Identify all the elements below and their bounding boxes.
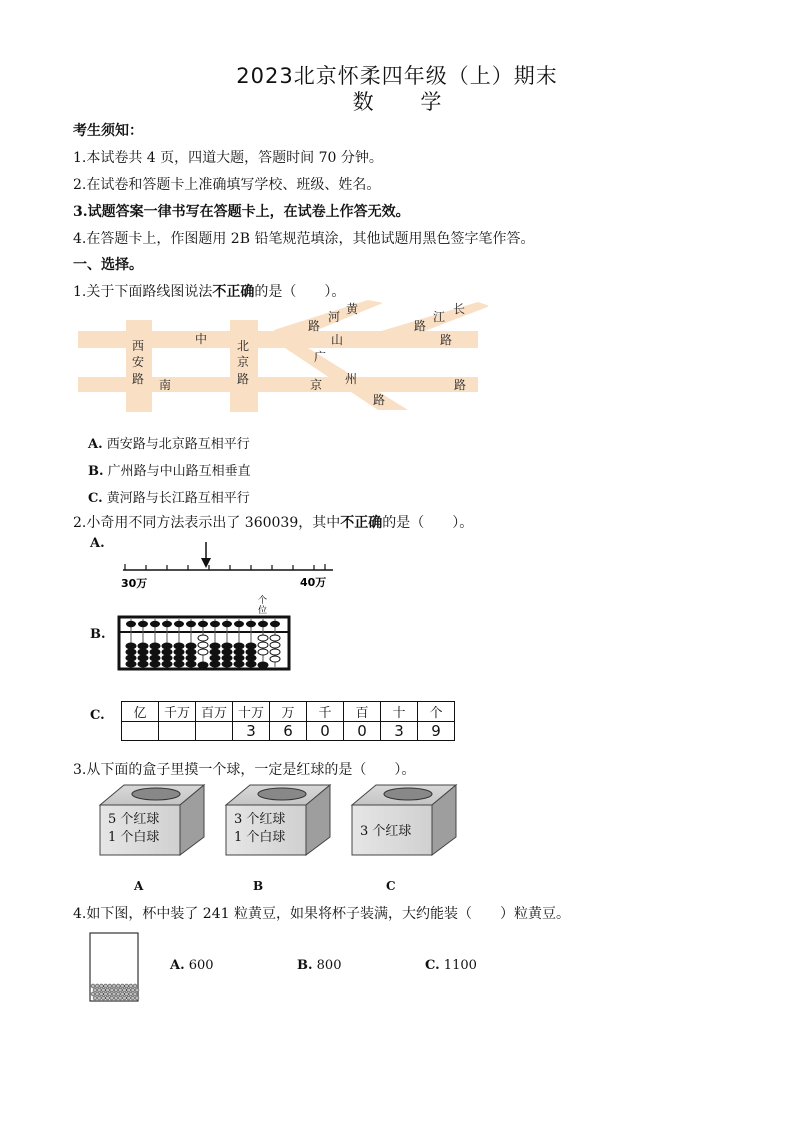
option-text: 西安路与北京路互相平行: [106, 437, 250, 452]
box-a-letter[interactable]: A: [134, 879, 144, 893]
abacus-bead: [198, 621, 208, 627]
map-label: 长: [453, 302, 466, 316]
abacus-bead: [270, 621, 280, 627]
option-value: 1100: [443, 958, 477, 973]
abacus-bead: [210, 649, 220, 655]
bean: [93, 988, 97, 992]
option-letter: A.: [170, 958, 185, 973]
map-label: 黄: [346, 302, 359, 316]
abacus-bead: [126, 621, 136, 627]
stem-text: 的是（ ）。: [254, 284, 346, 300]
bean: [131, 988, 135, 992]
arrow-marker: [201, 542, 211, 568]
bean: [131, 996, 135, 1000]
abacus-bead: [246, 649, 256, 655]
question-3-stem: 3.从下面的盒子里摸一个球，一定是红球的是（ ）。: [73, 762, 416, 778]
notice-item: 3.试题答案一律书写在答题卡上，在试卷上作答无效。: [73, 204, 410, 220]
guangzhou-road: [273, 338, 408, 410]
option-text: 广州路与中山路互相垂直: [107, 464, 251, 479]
box-b-letter[interactable]: B: [253, 879, 264, 893]
abacus-bead: [150, 621, 160, 627]
abacus-rods: [126, 619, 280, 668]
bean: [135, 988, 139, 992]
place-digit: 3: [381, 722, 418, 741]
option-letter: C.: [88, 491, 103, 506]
bean: [118, 996, 122, 1000]
bean: [95, 992, 99, 996]
bean: [108, 992, 112, 996]
box-b-label: [234, 811, 285, 847]
abacus-bead: [150, 661, 160, 667]
question-4-stem: 4.如下图，杯中装了 241 粒黄豆，如果将杯子装满，大约能装（ ）粒黄豆。: [73, 906, 570, 922]
q4-option-b[interactable]: [297, 958, 341, 973]
abacus-bead: [222, 661, 232, 667]
abacus: [115, 594, 295, 674]
abacus-bead: [270, 642, 280, 648]
abacus-bead: [174, 655, 184, 661]
box-line: 3 个红球: [360, 824, 412, 839]
stem-emphasis: 不正确: [340, 515, 383, 531]
notice-item: 4.在答题卡上，作图题用 2B 铅笔规范填涂，其他试题用黑色签字笔作答。: [73, 231, 535, 247]
q4-option-a[interactable]: [170, 958, 214, 973]
place-header: 个: [418, 702, 455, 722]
q2-option-b-label[interactable]: B.: [90, 627, 106, 642]
option-letter: A.: [88, 437, 103, 452]
bean: [100, 992, 104, 996]
place-value-digit-row: [122, 722, 455, 741]
bean: [133, 992, 137, 996]
bean: [125, 984, 129, 988]
bean: [123, 996, 127, 1000]
q1-option-a[interactable]: [88, 433, 250, 452]
map-label: 河: [328, 310, 341, 324]
map-label: 路: [373, 393, 386, 407]
place-header: 千万: [159, 702, 196, 722]
number-line: [115, 540, 340, 592]
abacus-bead: [210, 661, 220, 667]
abacus-bead: [162, 649, 172, 655]
question-2-stem: [73, 512, 473, 532]
map-label: 路: [237, 372, 250, 386]
bean: [97, 988, 101, 992]
abacus-bead: [174, 649, 184, 655]
bean: [104, 984, 108, 988]
abacus-bead: [150, 643, 160, 649]
abacus-bead: [162, 661, 172, 667]
option-value: 600: [188, 958, 214, 973]
route-map: [78, 300, 488, 412]
abacus-bead: [150, 649, 160, 655]
place-digit: [196, 722, 233, 741]
bean: [106, 988, 110, 992]
bean: [121, 984, 125, 988]
place-header: 十: [381, 702, 418, 722]
bean: [125, 992, 129, 996]
bean: [93, 996, 97, 1000]
notice-heading: 考生须知：: [73, 123, 143, 139]
bean: [123, 988, 127, 992]
bean: [135, 996, 139, 1000]
abacus-bead: [234, 643, 244, 649]
subject-title: 数 学: [352, 90, 442, 114]
abacus-bead: [126, 643, 136, 649]
place-header: 千: [307, 702, 344, 722]
option-letter: C.: [425, 958, 440, 973]
abacus-bead: [138, 643, 148, 649]
q2-option-c-label[interactable]: C.: [90, 708, 105, 723]
option-letter: B.: [88, 464, 104, 479]
section-heading: 一、选择。: [73, 257, 143, 273]
abacus-bead: [258, 642, 268, 648]
abacus-bead: [258, 649, 268, 655]
bean: [116, 992, 120, 996]
bean: [129, 992, 133, 996]
bean: [133, 984, 137, 988]
bean: [127, 996, 131, 1000]
abacus-bead: [222, 643, 232, 649]
q2-option-a-label[interactable]: A.: [90, 536, 105, 551]
place-header: 百万: [196, 702, 233, 722]
abacus-bead: [234, 621, 244, 627]
place-digit: 6: [270, 722, 307, 741]
abacus-bead: [150, 655, 160, 661]
stem-emphasis: 不正确: [212, 284, 255, 300]
abacus-bead: [270, 635, 280, 641]
map-label: 州: [345, 372, 358, 386]
abacus-bead: [198, 642, 208, 648]
abacus-bead: [270, 656, 280, 662]
abacus-bead: [198, 649, 208, 655]
bean: [102, 988, 106, 992]
cup-of-beans: [88, 932, 142, 1004]
map-label: 路: [414, 319, 427, 333]
map-label: 南: [159, 378, 172, 392]
abacus-bead: [222, 621, 232, 627]
box-c[interactable]: [352, 785, 456, 855]
q1-option-c[interactable]: [88, 487, 250, 506]
place-digit: [159, 722, 196, 741]
abacus-bead: [258, 662, 268, 668]
abacus-bead: [162, 621, 172, 627]
abacus-bead: [222, 655, 232, 661]
stem-text: 1.关于下面路线图说法: [73, 284, 213, 300]
stem-text: 2.小奇用不同方法表示出了 360039，其中: [73, 515, 341, 531]
abacus-bead: [234, 661, 244, 667]
notice-item: 2.在试卷和答题卡上准确填写学校、班级、姓名。: [73, 177, 381, 193]
map-label: 京: [237, 355, 250, 369]
abacus-bead: [138, 621, 148, 627]
box-line: 3 个红球: [234, 812, 286, 827]
abacus-bead: [210, 643, 220, 649]
abacus-ones-label: 个: [258, 596, 268, 606]
q4-option-c[interactable]: [425, 958, 477, 973]
place-digit: 9: [418, 722, 455, 741]
abacus-bead: [138, 649, 148, 655]
place-value-table: [121, 701, 455, 741]
number-line-ticks: [125, 564, 325, 570]
abacus-bead: [126, 661, 136, 667]
bean: [97, 996, 101, 1000]
place-header: 万: [270, 702, 307, 722]
bean: [129, 984, 133, 988]
bean: [116, 984, 120, 988]
bean: [100, 984, 104, 988]
bean: [114, 988, 118, 992]
abacus-bead: [246, 661, 256, 667]
bean: [118, 988, 122, 992]
place-digit: [122, 722, 159, 741]
abacus-bead: [186, 621, 196, 627]
bean: [127, 988, 131, 992]
abacus-bead: [126, 655, 136, 661]
abacus-bead: [186, 649, 196, 655]
abacus-bead: [138, 661, 148, 667]
bean: [114, 996, 118, 1000]
map-label: 路: [132, 372, 145, 386]
map-label: 路: [440, 333, 453, 347]
abacus-bead: [222, 649, 232, 655]
bean: [112, 992, 116, 996]
box-a-label: [108, 811, 159, 847]
bean: [91, 984, 95, 988]
box-c-letter[interactable]: C: [386, 879, 396, 893]
box-line: 1 个白球: [108, 830, 160, 845]
abacus-bead: [126, 649, 136, 655]
abacus-bead: [234, 655, 244, 661]
notice-item: 1.本试卷共 4 页，四道大题，答题时间 70 分钟。: [73, 150, 383, 166]
abacus-bead: [246, 643, 256, 649]
option-value: 800: [316, 958, 342, 973]
abacus-bead: [186, 655, 196, 661]
question-1-stem: [73, 281, 345, 301]
abacus-bead: [258, 621, 268, 627]
bean: [102, 996, 106, 1000]
map-label: 北: [237, 339, 250, 353]
q1-option-b[interactable]: [88, 460, 251, 479]
abacus-bead: [234, 649, 244, 655]
place-value-header-row: [122, 702, 455, 722]
bean: [91, 992, 95, 996]
map-label: 路: [308, 319, 321, 333]
option-text: 黄河路与长江路互相平行: [106, 491, 250, 506]
abacus-bead: [246, 621, 256, 627]
abacus-bead: [210, 655, 220, 661]
box-c-label: [360, 823, 411, 841]
bean: [108, 984, 112, 988]
abacus-bead: [186, 643, 196, 649]
box-line: 1 个白球: [234, 830, 286, 845]
place-digit: 0: [344, 722, 381, 741]
map-label: 中: [195, 332, 208, 346]
abacus-bead: [270, 649, 280, 655]
bean: [121, 992, 125, 996]
abacus-bead: [198, 635, 208, 641]
abacus-bead: [186, 661, 196, 667]
abacus-bead: [138, 655, 148, 661]
option-letter: B.: [297, 958, 313, 973]
place-digit: 3: [233, 722, 270, 741]
number-line-right-label: 40万: [300, 576, 327, 589]
bean: [112, 984, 116, 988]
stem-text: 的是（ ）。: [382, 515, 474, 531]
abacus-bead: [210, 621, 220, 627]
abacus-bead: [162, 655, 172, 661]
place-header: 十万: [233, 702, 270, 722]
place-digit: 0: [307, 722, 344, 741]
map-label: 安: [132, 355, 145, 369]
abacus-ones-label: 位: [258, 606, 268, 616]
abacus-bead: [162, 643, 172, 649]
place-header: 亿: [122, 702, 159, 722]
place-header: 百: [344, 702, 381, 722]
map-label: 路: [454, 378, 467, 392]
abacus-bead: [198, 662, 208, 668]
bean: [104, 992, 108, 996]
map-label: 京: [310, 378, 323, 392]
bean: [110, 988, 114, 992]
abacus-bead: [174, 621, 184, 627]
number-line-left-label: 30万: [121, 577, 148, 590]
bean: [95, 984, 99, 988]
page-title: 2023北京怀柔四年级（上）期末: [236, 64, 558, 88]
abacus-bead: [258, 635, 268, 641]
map-label: 山: [331, 333, 344, 347]
map-label: 江: [433, 310, 446, 324]
bean: [106, 996, 110, 1000]
bean: [110, 996, 114, 1000]
abacus-bead: [246, 655, 256, 661]
map-label: 西: [132, 339, 145, 353]
box-line: 5 个红球: [108, 812, 160, 827]
abacus-bead: [174, 661, 184, 667]
map-label: 广: [314, 350, 327, 364]
abacus-bead: [174, 643, 184, 649]
